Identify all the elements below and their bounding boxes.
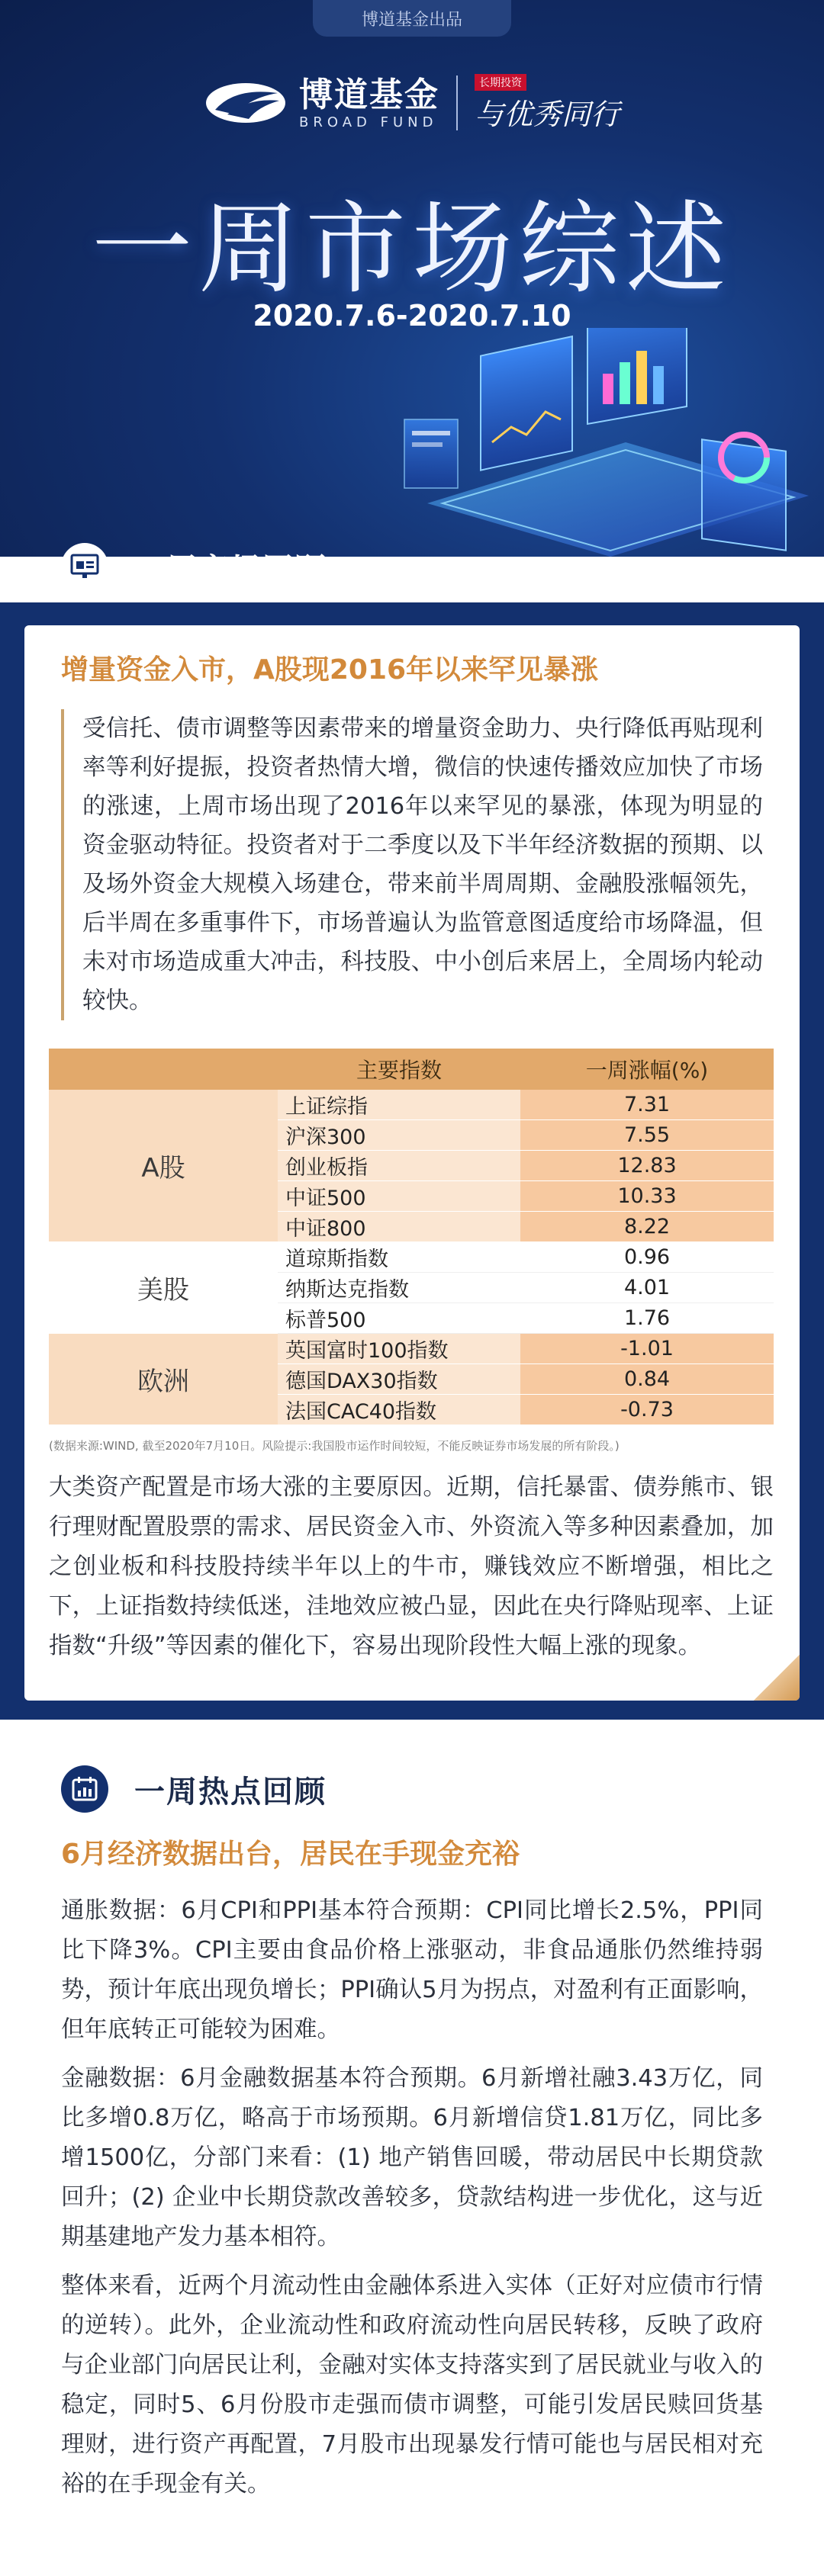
index-name-cell: 道琼斯指数 [278,1242,520,1273]
section-hot-topics-title: 一周热点回顾 [134,1774,327,1810]
region-cell-a-share: A股 [49,1090,278,1242]
index-change-cell: 7.55 [520,1120,774,1151]
market-review-paragraph-1: 受信托、债市调整等因素带来的增量资金助力、央行降低再贴现利率等利好提振，投资者热情大增，微信的快速传播效应加快了市场的涨速，上周市场出现了2016年以来罕见的暴涨，体现为明显的资金驱动特征。投资者对于二季度以及下半年经济数据的预期、以及场外资金大规模入场建仓，带来前半周周期、金融股涨幅领先，后半周在多重事件下，市场普遍认为监管意图适度给市场降温，但未对市场造成重大冲击，科技股、中小创后来居上，全周场内轮动较快。 [61,709,763,1020]
index-name-cell: 中证800 [278,1212,520,1242]
market-review-paragraph-2: 大类资产配置是市场大涨的主要原因。近期，信托暴雷、债券熊市、银行理财配置股票的需求、居民资金入市、外资流入等多种因素叠加，加之创业板和科技股持续半年以上的牛市，赚钱效应不断增强，相比之下，上证指数持续低迷，洼地效应被凸显，因此在央行降贴现率、上证指数“升级”等因素的催化下，容易出现阶段性大幅上涨的现象。 [49,1474,774,1659]
index-change-cell: -1.01 [520,1334,774,1364]
table-header-change: 一周涨幅(%) [520,1049,774,1090]
table-row [49,1242,774,1273]
market-review-section [0,602,824,1720]
section-market-review-header [61,543,327,590]
index-change-cell: 10.33 [520,1181,774,1212]
table-header-region [49,1049,278,1090]
date-range: 2020.7.6-2020.7.10 [253,299,571,332]
slogan-tag: 长期投资 [475,74,526,91]
market-review-headline: 增量资金入市，A股现2016年以来罕见暴涨 [61,654,599,686]
region-cell-us: 美股 [49,1242,278,1334]
index-change-cell: -0.73 [520,1395,774,1425]
index-name-cell: 沪深300 [278,1120,520,1151]
index-name-cell: 创业板指 [278,1151,520,1181]
hero-banner [0,0,824,557]
market-review-card [24,625,800,1701]
region-cell-europe: 欧洲 [49,1334,278,1425]
data-source-note: (数据来源:WIND, 截至2020年7月10日。风险提示:我国股市运作时间较短，不能反映证券市场发展的所有阶段。) [49,1439,620,1453]
source-tab: 博道基金出品 [313,0,511,37]
index-name-cell: 上证综指 [278,1090,520,1120]
index-change-cell: 7.31 [520,1090,774,1120]
index-change-cell: 0.96 [520,1242,774,1273]
brand-divider [456,75,458,130]
summary-paragraph: 整体来看，近两个月流动性由金融体系进入实体（正好对应债市行情的逆转）。此外，企业流动性和政府流动性向居民转移，反映了政府与企业部门向居民让利，金融对实体支持落实到了居民就业与收入的稳定，同时5、6月份股市走强而债市调整，可能引发居民赎回货基理财，进行资产再配置，7月股市出现暴发行情可能也与居民相对充裕的在手现金有关。 [61,2272,763,2497]
index-name-cell: 德国DAX30指数 [278,1364,520,1395]
index-change-cell: 0.84 [520,1364,774,1395]
slogan [475,74,620,133]
index-name-cell: 标普500 [278,1303,520,1334]
index-name-cell: 纳斯达克指数 [278,1273,520,1303]
brand-name-cn: 博道基金 [298,75,439,114]
table-row [49,1090,774,1120]
table-header-row [49,1049,774,1090]
calendar-chart-icon [61,1765,108,1813]
table-header-index: 主要指数 [278,1049,520,1090]
index-change-cell: 1.76 [520,1303,774,1334]
index-change-cell: 4.01 [520,1273,774,1303]
hot-topics-headline: 6月经济数据出台，居民在手现金充裕 [61,1839,520,1870]
brand-name-en: BROAD FUND [298,114,438,130]
broad-fund-logo-icon [204,81,287,125]
page-title: 一周市场综述 [92,191,732,308]
brand-bar [0,69,824,137]
chart-board-icon [61,543,108,590]
inflation-paragraph: 通胀数据：6月CPI和PPI基本符合预期：CPI同比增长2.5%，PPI同比下降3%。CPI主要由食品价格上涨驱动，非食品通胀仍然维持弱势，预计年底出现负增长；PPI确认5月为拐点，对盈利有正面影响，但年底转正可能较为困难。 [61,1897,763,2043]
financial-data-paragraph: 金融数据：6月金融数据基本符合预期。6月新增社融3.43万亿，同比多增0.8万亿，略高于市场预期。6月新增信贷1.81万亿，同比多增1500亿，分部门来看：(1) 地产销售回暖，带动居民中长期贷款回升；(2) 企业中长期贷款改善较多，贷款结构进一步优化，这与近期基建地产发力基本相符。 [61,2065,763,2250]
index-change-cell: 8.22 [520,1212,774,1242]
slogan-text: 与优秀同行 [474,97,620,131]
section-market-review-title: 一周市场回顾 [134,551,327,587]
index-change-cell: 12.83 [520,1151,774,1181]
section-hot-topics-header [61,1765,327,1813]
page-curl-decoration [754,1655,800,1701]
index-name-cell: 中证500 [278,1181,520,1212]
table-row [49,1334,774,1364]
dashboard-illustration-icon [397,328,824,557]
index-name-cell: 英国富时100指数 [278,1334,520,1364]
brand-text [299,76,439,130]
index-performance-table [49,1049,774,1425]
index-name-cell: 法国CAC40指数 [278,1395,520,1425]
